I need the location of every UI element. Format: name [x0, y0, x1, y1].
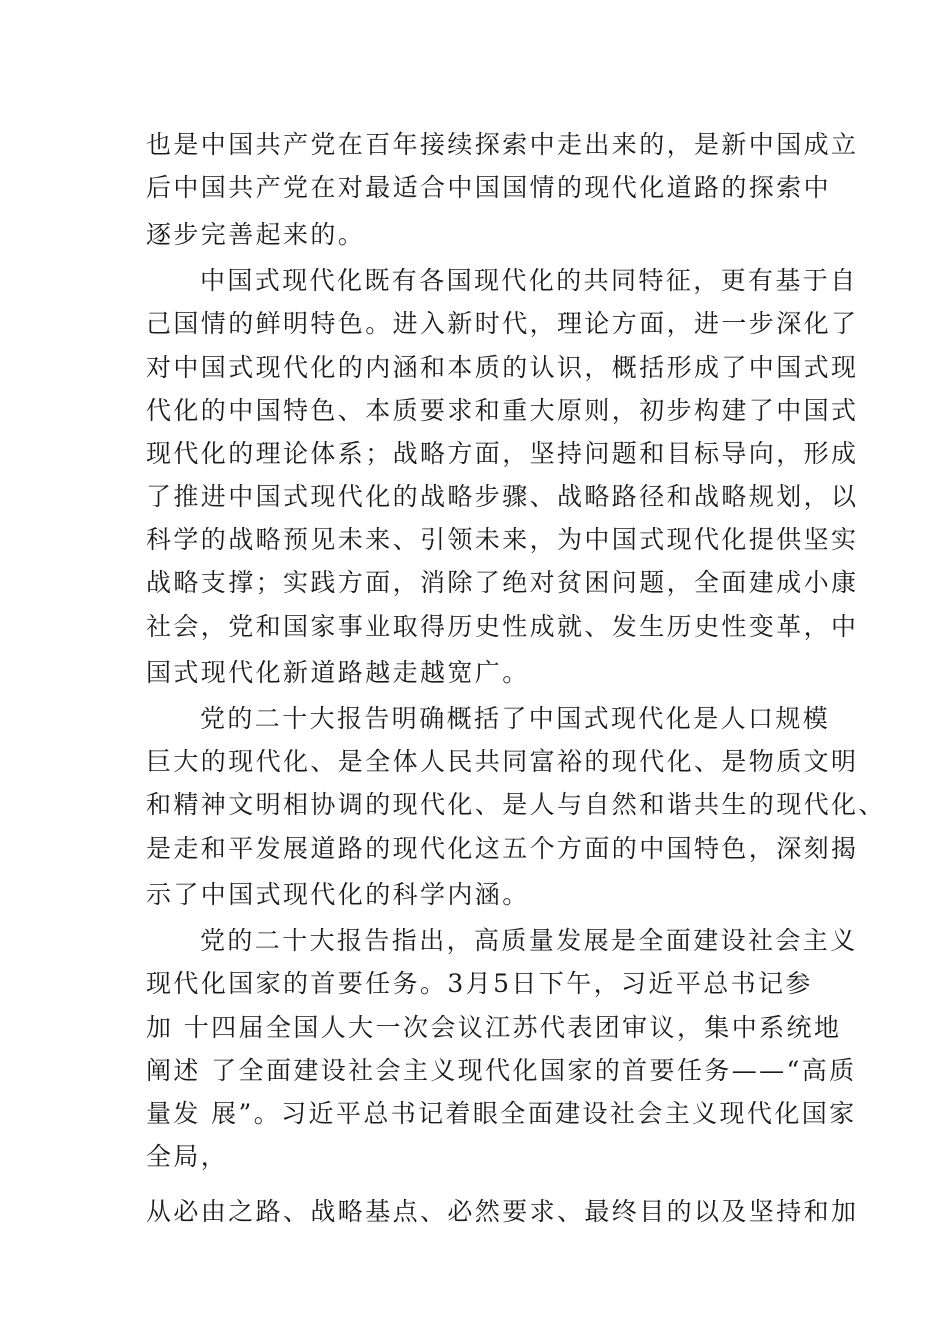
text-line: 党的二十大报告指出，高质量发展是全面建设社会主义 [200, 926, 858, 955]
text-line: 逐步完善起来的。 [146, 220, 366, 249]
text-line: 示了中国式现代化的科学内涵。 [146, 880, 530, 909]
text-line: 现代化国家的首要任务。3月5日下午，习近平总书记参 [146, 969, 813, 998]
text-line: 己国情的鲜明特色。进入新时代，理论方面，进一步深化了 [146, 309, 859, 338]
text-line: 代化的中国特色、本质要求和重大原则，初步构建了中国式 [146, 396, 859, 425]
text-line: 也是中国共产党在百年接续探索中走出来的，是新中国成立 [146, 130, 859, 159]
text-line: 从必由之路、战略基点、必然要求、最终目的以及坚持和加 [146, 1197, 859, 1226]
text-line: 中国式现代化既有各国现代化的共同特征，更有基于自 [200, 266, 858, 295]
text-line: 社会，党和国家事业取得历史性成就、发生历史性变革，中 [146, 612, 859, 641]
text-line: 国式现代化新道路越走越宽广。 [146, 658, 530, 687]
text-line: 对中国式现代化的内涵和本质的认识，概括形成了中国式现 [146, 353, 859, 382]
text-line: 和精神文明相协调的现代化、是人与自然和谐共生的现代化、 [146, 790, 886, 819]
text-line: 是走和平发展道路的现代化这五个方面的中国特色，深刻揭 [146, 834, 859, 863]
text-line: 阐述 了全面建设社会主义现代化国家的首要任务——“高质 [146, 1056, 857, 1085]
text-line: 加 十四届全国人大一次会议江苏代表团审议，集中系统地 [146, 1013, 842, 1042]
text-line: 战略支撑；实践方面，消除了绝对贫困问题，全面建成小康 [146, 568, 859, 597]
text-line: 巨大的现代化、是全体人民共同富裕的现代化、是物质文明 [146, 747, 859, 776]
text-line: 全局， [146, 1142, 229, 1171]
text-line: 现代化的理论体系；战略方面，坚持问题和目标导向，形成 [146, 439, 859, 468]
text-line: 后中国共产党在对最适合中国国情的现代化道路的探索中 [146, 173, 832, 202]
text-line: 了推进中国式现代化的战略步骤、战略路径和战略规划，以 [146, 482, 859, 511]
text-line: 科学的战略预见未来、引领未来，为中国式现代化提供坚实 [146, 525, 859, 554]
text-line: 量发 展”。习近平总书记着眼全面建设社会主义现代化国家 [146, 1099, 857, 1128]
text-line: 党的二十大报告明确概括了中国式现代化是人口规模 [200, 704, 831, 733]
